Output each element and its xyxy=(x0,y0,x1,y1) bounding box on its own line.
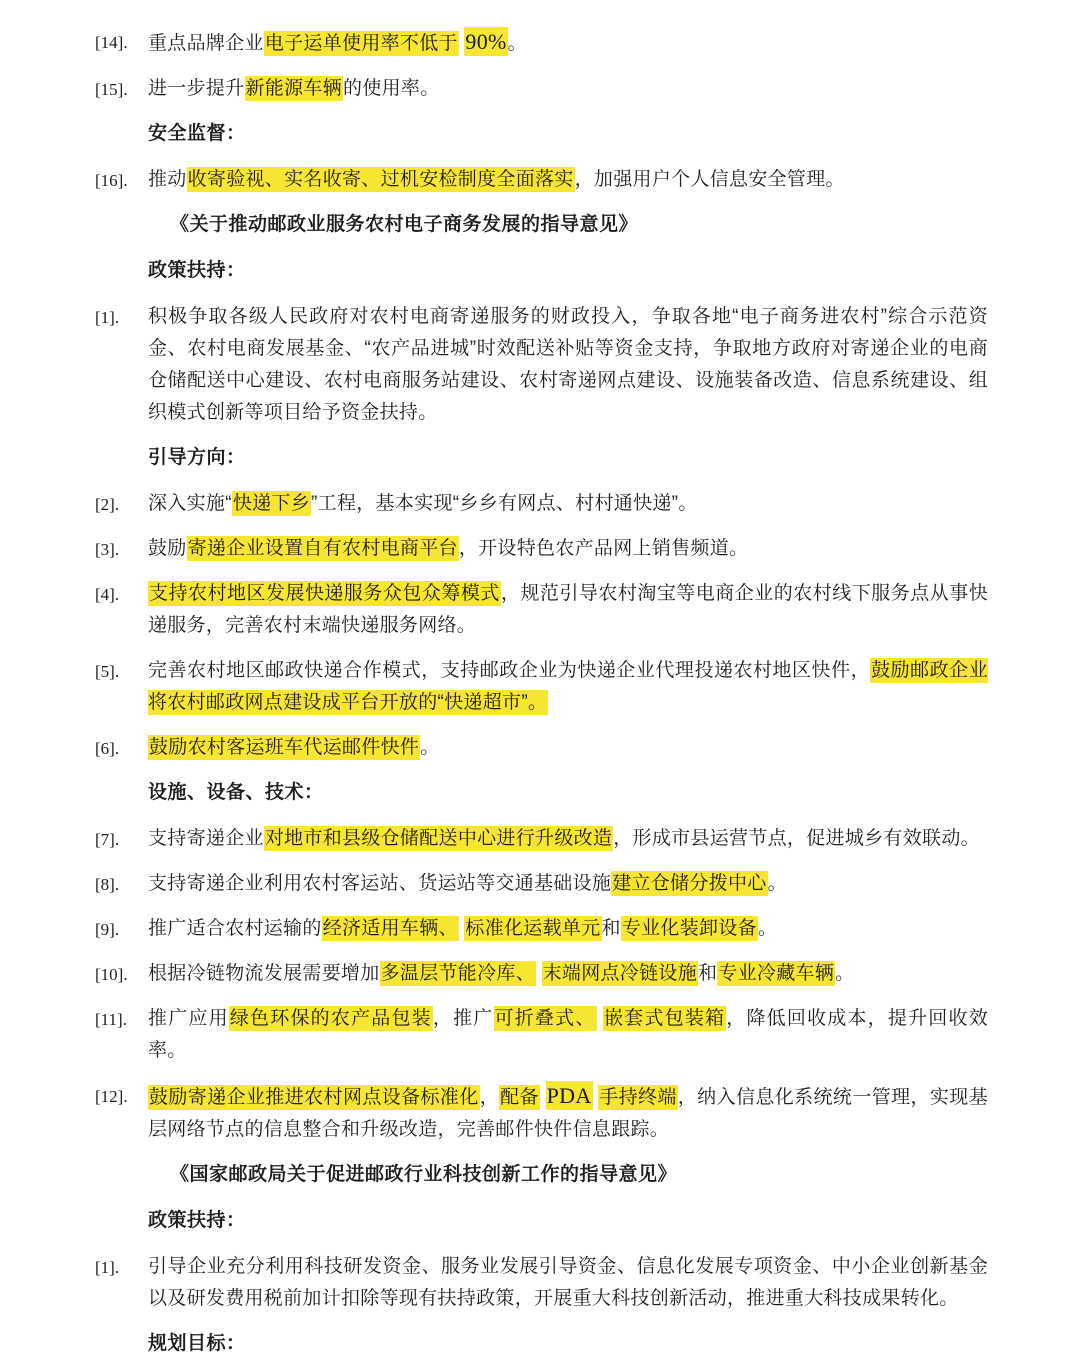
text-run xyxy=(540,1087,546,1108)
item-number: [12]. xyxy=(95,1087,128,1106)
item-number: [4]. xyxy=(95,585,120,604)
highlight-run: 绿色环保的农产品包装 xyxy=(229,1008,432,1029)
text-run: 引导企业充分利用科技研发资金、服务业发展引导资金、信息化发展专项资金、中小企业创新基金以及研发费用税前加计扣除等现有扶持政策，开展重大科技创新活动，推进重大科技成果转化。 xyxy=(148,1256,988,1309)
highlight-run: 末端网点冷链设施 xyxy=(542,963,698,984)
text-run: ，规范引导农村淘宝等电商企业的农村线下服务点从事快递服务，完善农村末端快递服务网络。 xyxy=(148,583,988,636)
text-run: 重点品牌企业 xyxy=(148,33,264,54)
list-item xyxy=(95,1080,988,1146)
item-number: [1]. xyxy=(95,308,120,327)
text-run: 深入实施“ xyxy=(148,493,232,514)
list-item xyxy=(95,26,988,60)
list-item xyxy=(95,578,988,642)
highlight-run: 鼓励寄递企业推进农村网点设备标准化 xyxy=(149,1087,479,1108)
text-run: 。 xyxy=(757,918,778,939)
text-run: 。 xyxy=(507,33,527,54)
text-run xyxy=(536,963,542,984)
highlight-run: PDA xyxy=(546,1083,592,1108)
text-run: ，纳入信息化系统统一管理，实现基层网络节点的信息整合和升级改造，完善邮件快件信息跟踪。 xyxy=(148,1087,988,1140)
text-run: 鼓励 xyxy=(148,538,187,559)
highlight-run: 嵌套式包装箱 xyxy=(604,1008,726,1029)
highlight-run: 电子运单使用率不低于 xyxy=(264,33,458,54)
highlight-run: 鼓励邮政企业将农村邮政网点建设成平台开放的“快递超市”。 xyxy=(148,660,988,713)
text-run: 积极争取各级人民政府对农村电商寄递服务的财政投入，争取各地“电子商务进农村”综合示范资金、农村电商发展基金、“农产品进城”时效配送补贴等资金支持，争取地方政府对寄递企业的电商仓储配送中心建设、农村电商服务站建设、农村寄递网点建设、设施装备改造、信息系统建设、组织模式创新等项目给予资金扶持。 xyxy=(148,306,988,423)
item-number: [5]. xyxy=(95,662,120,681)
highlight-run: 快递下乡 xyxy=(232,493,311,514)
item-text xyxy=(148,581,988,636)
item-text xyxy=(148,826,980,851)
section-header: 政策扶持： xyxy=(148,1210,246,1231)
item-text xyxy=(148,1083,988,1140)
list-item xyxy=(95,164,988,196)
highlight-run: 鼓励农村客运班车代运邮件快件 xyxy=(149,737,420,758)
list-item xyxy=(95,823,988,855)
text-run: 完善农村地区邮政快递合作模式，支持邮政企业为快递企业代理投递农村地区快件， xyxy=(148,660,871,681)
text-run: 。 xyxy=(835,963,855,984)
item-number: [8]. xyxy=(95,875,120,894)
text-run: 和 xyxy=(601,918,621,939)
text-run: ， xyxy=(479,1087,500,1108)
highlight-run: 手持终端 xyxy=(599,1087,677,1108)
text-run: 进一步提升 xyxy=(148,78,245,99)
text-run: 推广应用 xyxy=(148,1008,229,1029)
item-number: [2]. xyxy=(95,495,120,514)
text-run: ”工程，基本实现“乡乡有网点、村村通快递”。 xyxy=(311,493,698,514)
list-item xyxy=(95,533,988,565)
text-run: 的使用率。 xyxy=(343,78,440,99)
document-title: 《国家邮政局关于促进邮政行业科技创新工作的指导意见》 xyxy=(170,1164,678,1185)
text-run: ，推广 xyxy=(432,1008,494,1029)
text-run: ，开设特色农产品网上销售频道。 xyxy=(458,538,749,559)
highlight-run: 标准化运载单元 xyxy=(465,918,601,939)
item-text xyxy=(148,658,988,715)
text-run: 根据冷链物流发展需要增加 xyxy=(148,963,380,984)
list-item xyxy=(95,301,988,429)
item-text xyxy=(148,735,440,760)
item-text xyxy=(148,491,698,516)
highlight-run: 多温层节能冷库、 xyxy=(380,963,536,984)
item-text xyxy=(148,76,440,101)
item-text xyxy=(148,536,748,561)
item-number: [7]. xyxy=(95,830,120,849)
highlight-run: 专业冷藏车辆 xyxy=(718,963,835,984)
section-header: 引导方向： xyxy=(148,447,246,468)
highlight-run: 可折叠式、 xyxy=(494,1008,596,1029)
highlight-run: 对地市和县级仓储配送中心进行升级改造 xyxy=(264,828,613,849)
list-item xyxy=(95,1251,988,1315)
section-header: 政策扶持： xyxy=(148,260,246,281)
item-text xyxy=(148,29,527,54)
list-item xyxy=(95,488,988,520)
list-item xyxy=(95,655,988,719)
highlight-run: 配备 xyxy=(500,1087,539,1108)
list-item xyxy=(95,732,988,764)
item-number: [10]. xyxy=(95,965,128,984)
highlight-run: 建立仓储分拨中心 xyxy=(612,873,767,894)
item-text xyxy=(148,916,777,941)
highlight-run: 经济适用车辆、 xyxy=(322,918,458,939)
list-item xyxy=(95,868,988,900)
item-text xyxy=(148,306,988,423)
list-item xyxy=(95,1003,988,1067)
item-text xyxy=(148,961,854,986)
highlight-run: 支持农村地区发展快递服务众包众筹模式 xyxy=(149,583,500,604)
section-header: 安全监督： xyxy=(148,123,246,144)
highlight-run: 专业化装卸设备 xyxy=(621,918,757,939)
highlight-run: 寄递企业设置自有农村电商平台 xyxy=(187,538,458,559)
item-number: [11]. xyxy=(95,1010,127,1029)
item-text xyxy=(148,167,845,192)
item-text xyxy=(148,1256,988,1309)
text-run: ，降低回收成本，提升回收效率。 xyxy=(148,1008,988,1061)
text-run: 支持寄递企业利用农村客运站、货运站等交通基础设施 xyxy=(148,873,612,894)
item-number: [6]. xyxy=(95,739,120,758)
text-run: 。 xyxy=(420,737,440,758)
section-header: 设施、设备、技术： xyxy=(148,782,324,803)
item-text xyxy=(148,1006,988,1061)
highlight-run: 90% xyxy=(465,29,507,54)
highlight-run: 新能源车辆 xyxy=(245,78,343,99)
section-header: 规划目标： xyxy=(148,1333,246,1354)
item-number: [1]. xyxy=(95,1258,120,1277)
item-number: [15]. xyxy=(95,80,128,99)
list-item xyxy=(95,73,988,105)
item-number: [9]. xyxy=(95,920,120,939)
text-run: 支持寄递企业 xyxy=(148,828,264,849)
text-run: 。 xyxy=(767,873,787,894)
text-run: 和 xyxy=(698,963,718,984)
text-run: ，加强用户个人信息安全管理。 xyxy=(574,169,845,190)
item-number: [3]. xyxy=(95,540,120,559)
text-run: 推动 xyxy=(148,169,187,190)
document-title: 《关于推动邮政业服务农村电子商务发展的指导意见》 xyxy=(170,214,639,235)
text-run: ，形成市县运营节点，促进城乡有效联动。 xyxy=(613,828,980,849)
list-item xyxy=(95,913,988,945)
text-run: 推广适合农村运输的 xyxy=(148,918,322,939)
item-number: [14]. xyxy=(95,33,128,52)
item-text xyxy=(148,871,787,896)
item-number: [16]. xyxy=(95,171,128,190)
highlight-run: 收寄验视、实名收寄、过机安检制度全面落实 xyxy=(187,169,574,190)
list-item xyxy=(95,958,988,990)
